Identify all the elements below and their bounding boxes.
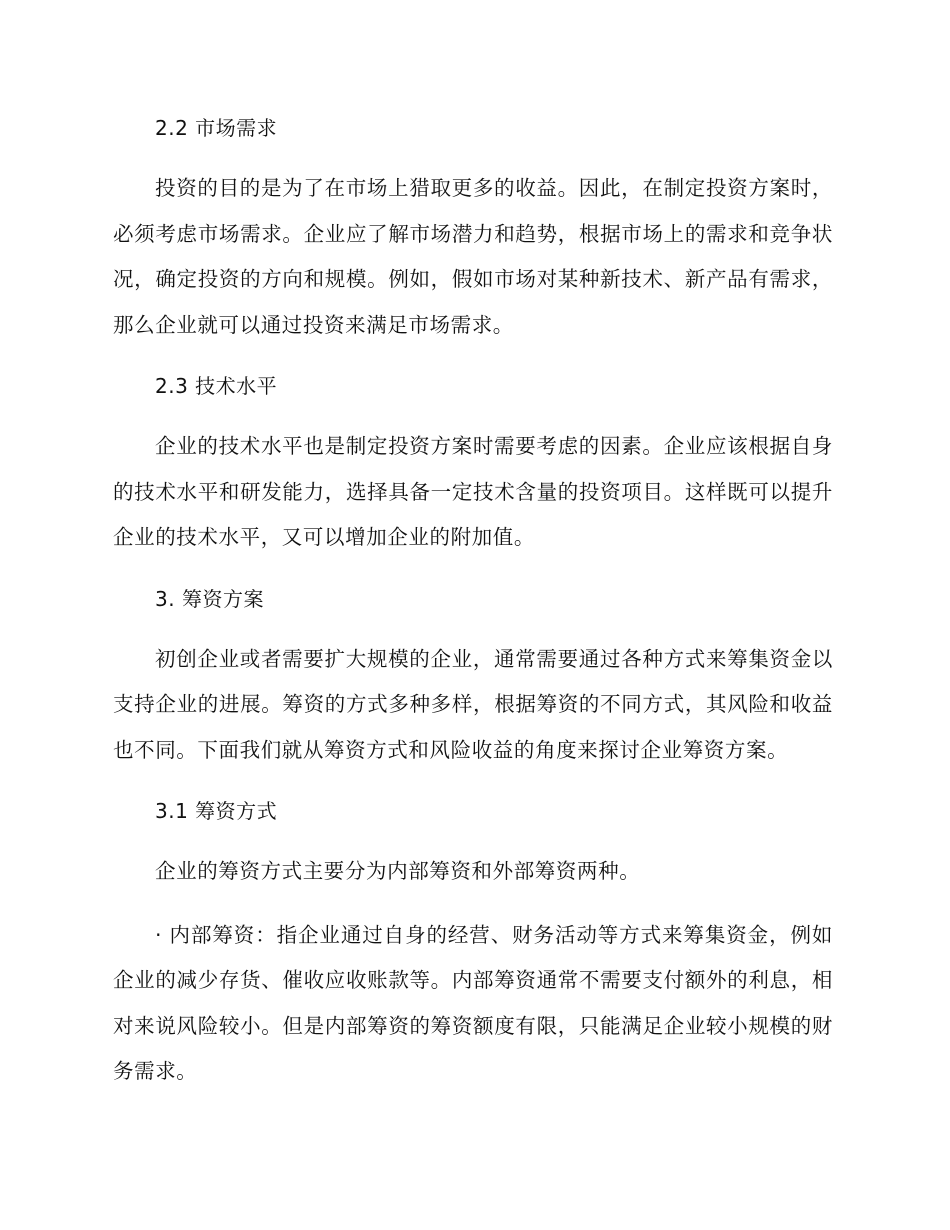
section-paragraph-2-3: 企业的技术水平也是制定投资方案时需要考虑的因素。企业应该根据自身的技术水平和研发能力，选择具备一定技术含量的投资项目。这样既可以提升企业的技术水平，又可以增加企业的附加值。 [113, 434, 833, 549]
section-heading-3-1: 3.1 筹资方式 [155, 799, 278, 823]
bullet-paragraph-internal-financing: · 内部筹资：指企业通过自身的经营、财务活动等方式来筹集资金，例如企业的减少存货、催收应收账款等。内部筹资通常不需要支付额外的利息，相对来说风险较小。但是内部筹资的筹资额度有限，只能满足企业较小规模的财务需求。 [113, 922, 833, 1083]
document-content [113, 112, 833, 1105]
section-heading-3: 3. 筹资方案 [155, 586, 264, 611]
section-heading-2-2: 2.2 市场需求 [155, 116, 278, 140]
section-paragraph-3-1: 企业的筹资方式主要分为内部筹资和外部筹资两种。 [155, 859, 641, 883]
section-paragraph-3: 初创企业或者需要扩大规模的企业，通常需要通过各种方式来筹集资金以支持企业的进展。筹资的方式多种多样，根据筹资的不同方式，其风险和收益也不同。下面我们就从筹资方式和风险收益的角度来探讨企业筹资方案。 [113, 646, 833, 762]
section-paragraph-2-2: 投资的目的是为了在市场上猎取更多的收益。因此，在制定投资方案时，必须考虑市场需求。企业应了解市场潜力和趋势，根据市场上的需求和竞争状况，确定投资的方向和规模。例如，假如市场对某种新技术、新产品有需求，那么企业就可以通过投资来满足市场需求。 [113, 176, 833, 337]
section-heading-2-3: 2.3 技术水平 [155, 374, 278, 398]
